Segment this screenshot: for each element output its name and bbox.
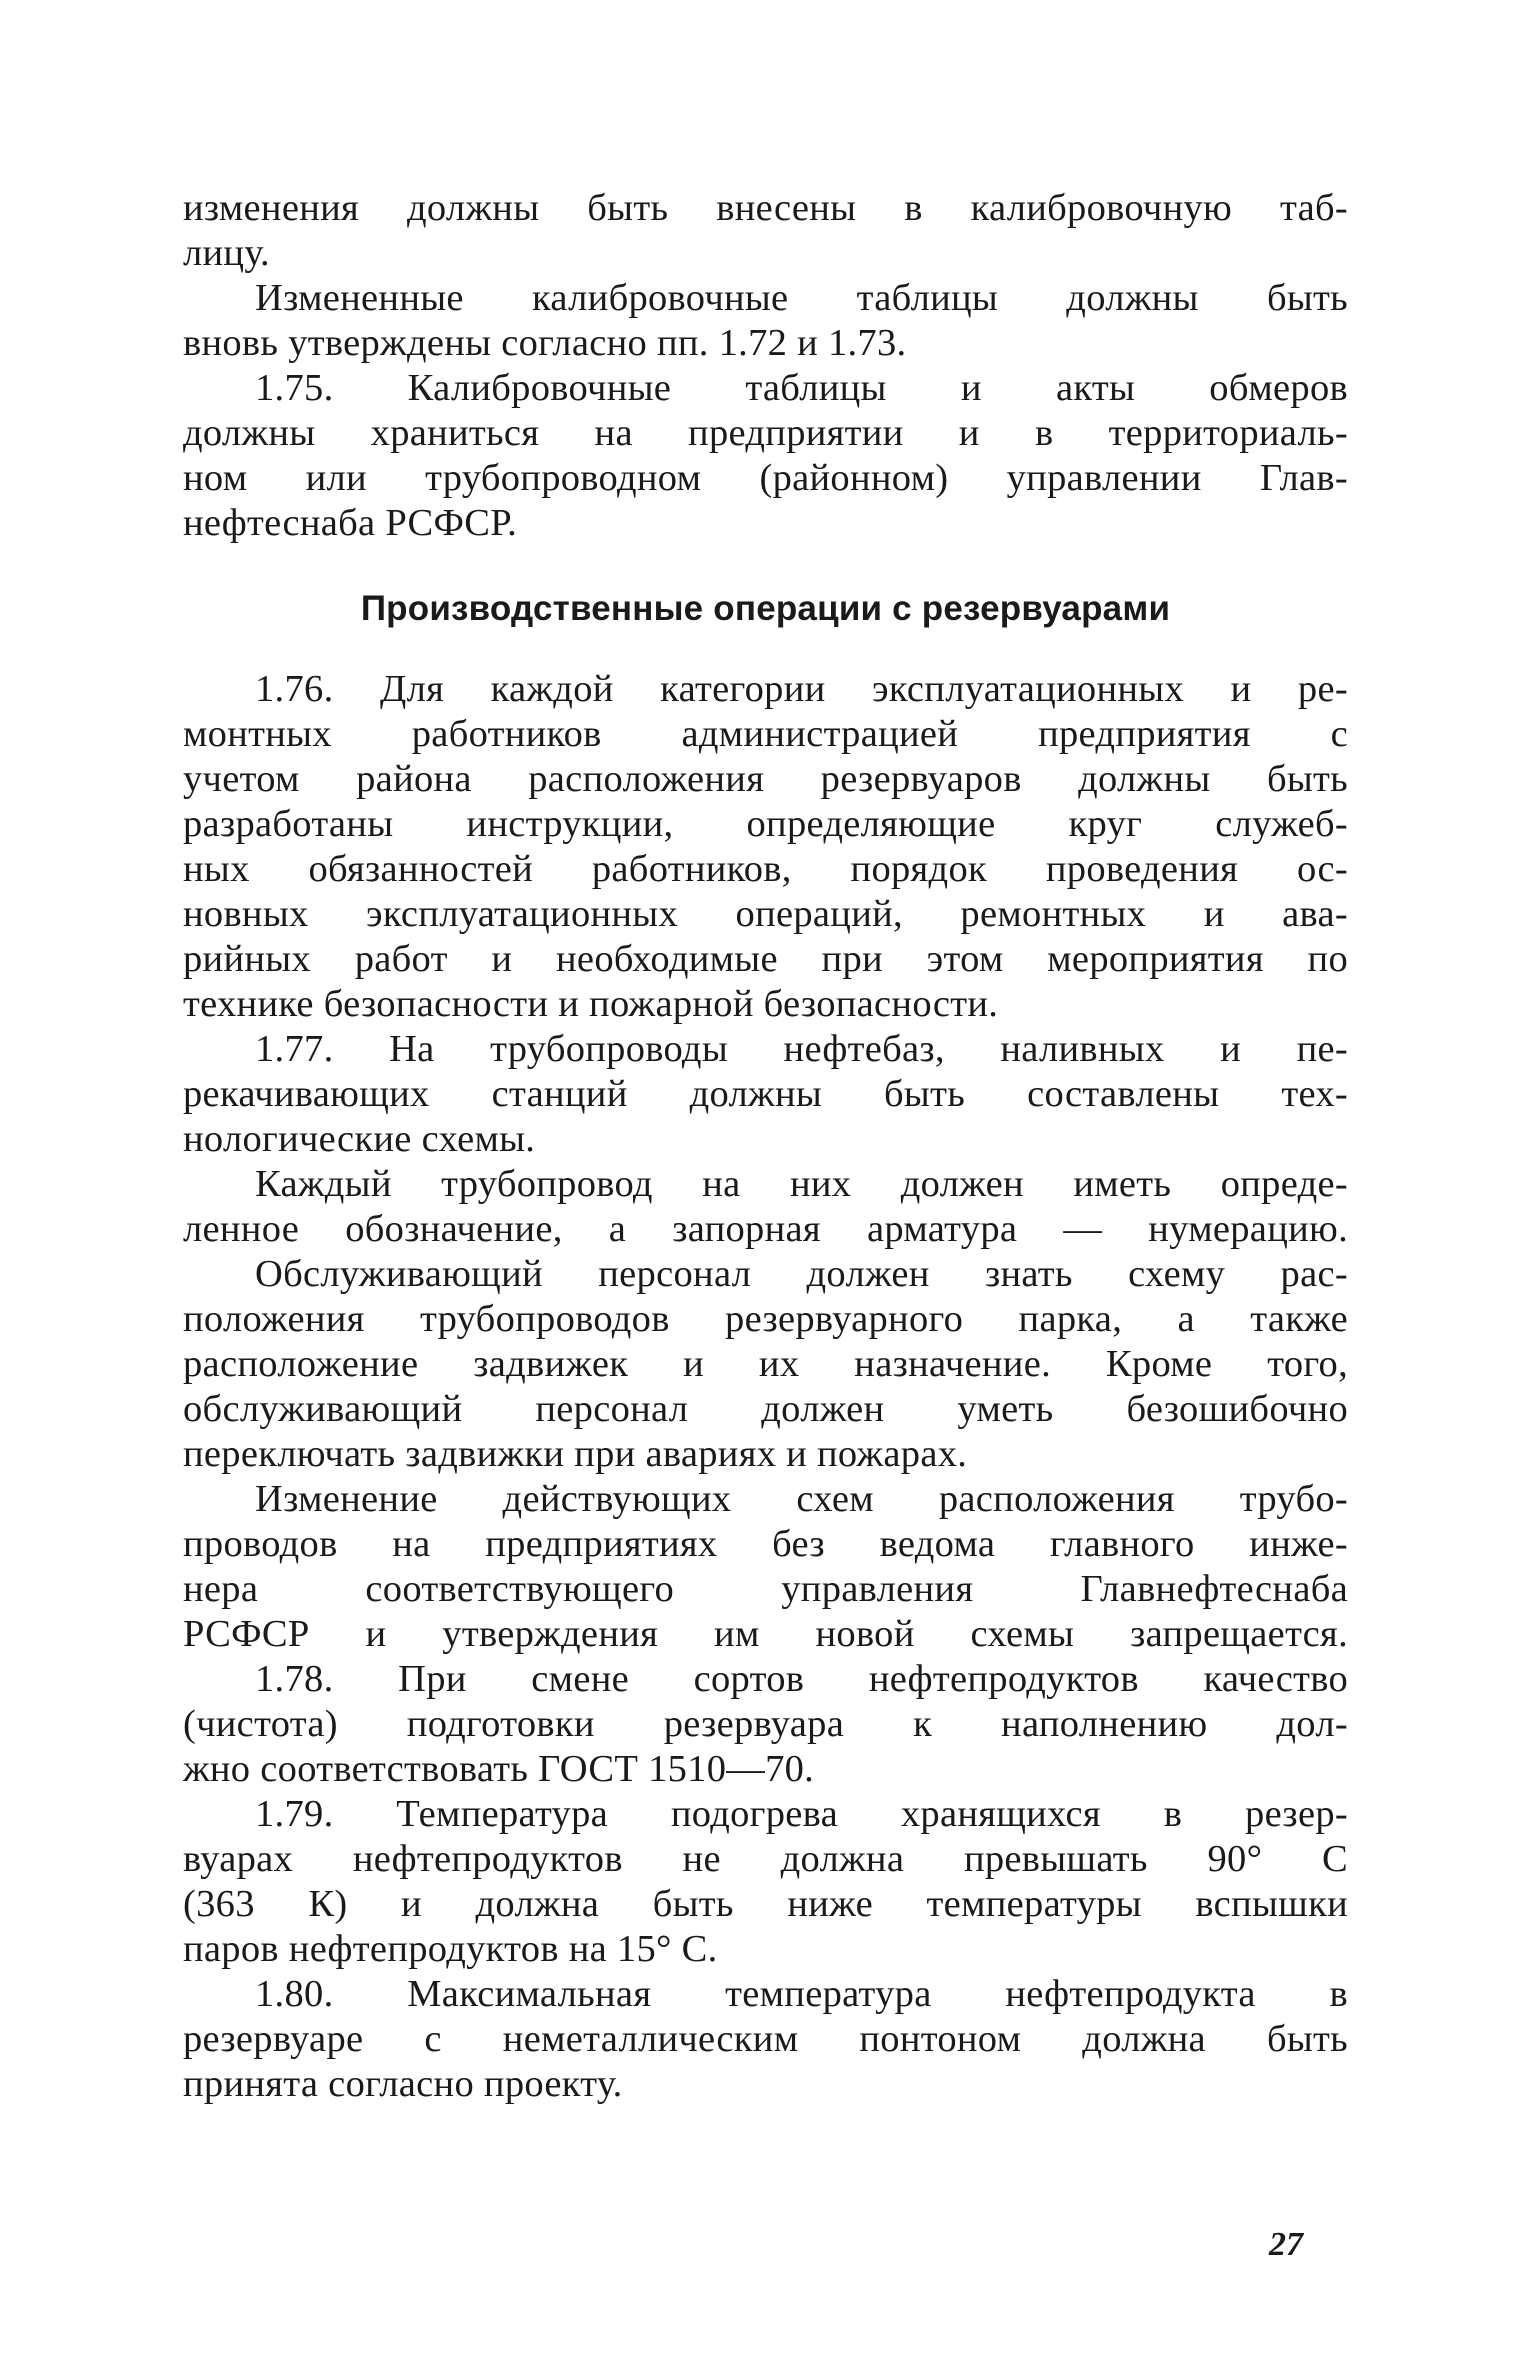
text-line: ленное обозначение, а запорная арматура — нумерацию. xyxy=(183,1208,1348,1250)
text-line: нологические схемы. xyxy=(183,1118,536,1160)
text-line: рийных работ и необходимые при этом мероприятия по xyxy=(183,938,1348,980)
text-line: вуарах нефтепродуктов не должна превышать 90° С xyxy=(183,1838,1348,1880)
text-line: 1.78. При смене сортов нефтепродуктов качество xyxy=(255,1658,1348,1700)
paragraph xyxy=(183,1252,1348,1477)
text-line: монтных работников администрацией предприятия с xyxy=(183,713,1348,755)
text-line: переключать задвижки при авариях и пожарах. xyxy=(183,1433,968,1475)
text-line: (чистота) подготовки резервуара к наполнению дол- xyxy=(183,1703,1348,1745)
text-line: рекачивающих станций должны быть составлены тех- xyxy=(183,1073,1348,1115)
text-line: лицу. xyxy=(183,232,270,274)
text-line: новных эксплуатационных операций, ремонтных и ава- xyxy=(183,893,1348,935)
paragraph-1-77 xyxy=(183,1027,1348,1162)
text-line: технике безопасности и пожарной безопасности. xyxy=(183,983,999,1025)
text-line: резервуаре с неметаллическим понтоном должна быть xyxy=(183,2018,1348,2060)
text-line: Измененные калибровочные таблицы должны быть xyxy=(255,277,1348,319)
text-line: вновь утверждены согласно пп. 1.72 и 1.73. xyxy=(183,322,907,364)
text-line: РСФСР и утверждения им новой схемы запрещается. xyxy=(183,1613,1348,1655)
paragraph-1-75 xyxy=(183,366,1348,546)
text-line: Изменение действующих схем расположения трубо- xyxy=(255,1478,1348,1520)
page-number: 27 xyxy=(1269,2226,1303,2263)
text-line: (363 К) и должна быть ниже температуры вспышки xyxy=(183,1883,1348,1925)
text-line: положения трубопроводов резервуарного парка, а также xyxy=(183,1298,1348,1340)
text-line: 1.80. Максимальная температура нефтепродукта в xyxy=(255,1973,1348,2015)
text-line: обслуживающий персонал должен уметь безошибочно xyxy=(183,1388,1348,1430)
paragraph-1-80 xyxy=(183,1972,1348,2107)
text-line: проводов на предприятиях без ведома главного инже- xyxy=(183,1523,1348,1565)
text-line: паров нефтепродуктов на 15° С. xyxy=(183,1928,718,1970)
text-line: должны храниться на предприятии и в территориаль- xyxy=(183,412,1348,454)
text-line: учетом района расположения резервуаров должны быть xyxy=(183,758,1348,800)
paragraph xyxy=(183,1477,1348,1657)
text-line: расположение задвижек и их назначение. Кроме того, xyxy=(183,1343,1348,1385)
text-line: изменения должны быть внесены в калибровочную таб- xyxy=(183,187,1348,229)
text-line: разработаны инструкции, определяющие круг служеб- xyxy=(183,803,1348,845)
text-line: принята согласно проекту. xyxy=(183,2063,623,2105)
paragraph xyxy=(183,1162,1348,1252)
text-line: нера соответствующего управления Главнефтеснаба xyxy=(183,1568,1348,1610)
text-line: Каждый трубопровод на них должен иметь опреде- xyxy=(255,1163,1348,1205)
text-line: жно соответствовать ГОСТ 1510—70. xyxy=(183,1748,815,1790)
text-line: ных обязанностей работников, порядок проведения ос- xyxy=(183,848,1348,890)
text-line: нефтеснаба РСФСР. xyxy=(183,502,518,544)
paragraph xyxy=(183,276,1348,366)
paragraph-1-76 xyxy=(183,667,1348,1027)
text-line: 1.79. Температура подогрева хранящихся в резер- xyxy=(255,1793,1348,1835)
page-body xyxy=(183,186,1348,2107)
text-line: 1.76. Для каждой категории эксплуатационных и ре- xyxy=(255,668,1348,710)
text-line: 1.75. Калибровочные таблицы и акты обмеров xyxy=(255,367,1348,409)
text-line: 1.77. На трубопроводы нефтебаз, наливных и пе- xyxy=(255,1028,1348,1070)
paragraph-1-78 xyxy=(183,1657,1348,1792)
text-line: ном или трубопроводном (районном) управлении Глав- xyxy=(183,457,1348,499)
paragraph-1-79 xyxy=(183,1792,1348,1972)
section-heading: Производственные операции с резервуарами xyxy=(360,589,1171,628)
text-line: Обслуживающий персонал должен знать схему рас- xyxy=(255,1253,1348,1295)
paragraph xyxy=(183,186,1348,276)
